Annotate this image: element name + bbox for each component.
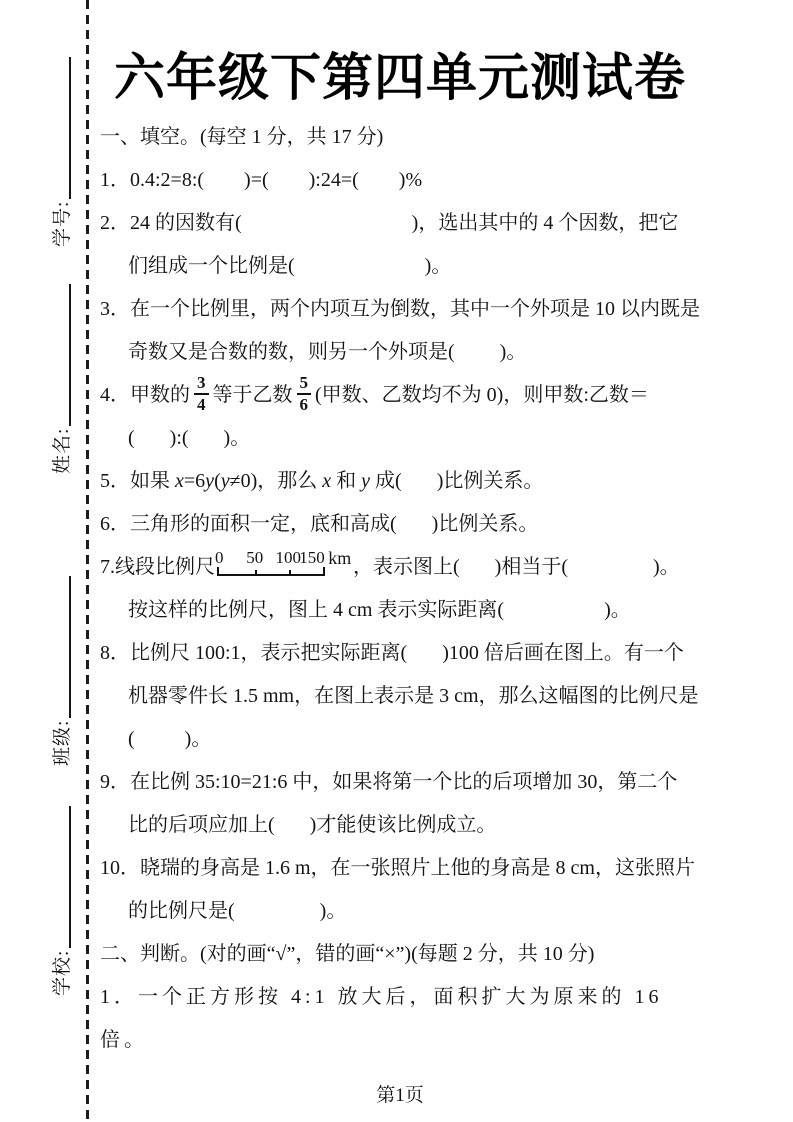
section-2-heading: 二、判断。(对的画“√”，错的画“×”)(每题 2 分，共 10 分) [100, 943, 595, 966]
scale-tick-label-150: 150 [299, 548, 325, 568]
question-1-8-line-1: 8．比例尺 100:1，表示把实际距离( )100 倍后画在图上。有一个 [100, 642, 684, 665]
scale-tick [289, 570, 291, 576]
q4-text-between-fractions: 等于乙数 [212, 384, 293, 406]
variable-y: y [220, 470, 230, 493]
q4-text-before-fraction-1: 4．甲数的 [100, 384, 190, 406]
fraction-denominator: 6 [299, 395, 308, 415]
scale-tick [255, 570, 257, 576]
sidebar-field-class [45, 576, 75, 766]
question-1-10-line-2: 的比例尺是( )。 [128, 900, 347, 923]
scale-unit-km: km [328, 548, 352, 569]
class-label: 班级: [51, 719, 73, 766]
school-label: 学校: [51, 949, 73, 996]
q5-text: 和 [331, 470, 362, 493]
fraction-numerator: 5 [297, 373, 312, 395]
question-1-8-line-2: 机器零件长 1.5 mm，在图上表示是 3 cm，那么这幅图的比例尺是 [128, 685, 699, 708]
fill-in-line [69, 57, 71, 199]
sidebar-field-name [45, 284, 75, 474]
q5-text: 5．如果 [100, 470, 175, 493]
question-1-3-line-1: 3．在一个比例里，两个内项互为倒数，其中一个外项是 10 以内既是 [100, 298, 700, 320]
question-1-10-line-1: 10．晓瑞的身高是 1.6 m，在一张照片上他的身高是 8 cm，这张照片 [100, 857, 695, 880]
question-1-4-line-1 [100, 374, 700, 417]
q7-text-after-scale: ，表示图上( )相当于( )。 [353, 556, 680, 579]
fraction-three-fourths [194, 373, 209, 415]
main-content [100, 0, 700, 1108]
variable-x: x [322, 470, 332, 493]
question-1-6: 6．三角形的面积一定，底和高成( )比例关系。 [100, 513, 539, 536]
variable-x: x [175, 470, 184, 493]
fraction-denominator: 4 [197, 395, 206, 415]
fill-in-line [69, 284, 71, 426]
question-1-9-line-1: 9．在比例 35:10=21:6 中，如果将第一个比的后项增加 30，第二个 [100, 771, 678, 794]
q5-text: =6 [183, 470, 206, 493]
fill-in-line [69, 576, 71, 718]
scale-tick-label-100: 100 [275, 548, 302, 568]
question-1-2-line-1: 2．24 的因数有( )，选出其中的 4 个因数，把它 [100, 212, 679, 234]
q4-text-after-fractions: (甲数、乙数均不为 0)，则甲数:乙数＝ [315, 384, 649, 406]
question-1-7-line-2: 按这样的比例尺，图上 4 cm 表示实际距离( )。 [128, 599, 631, 622]
fraction-numerator: 3 [194, 373, 209, 395]
question-2-1: 1．一个正方形按 4:1 放大后，面积扩大为原来的 16 倍。 [100, 986, 672, 1052]
q7-text-before-scale: 7.线段比例尺 [100, 556, 215, 579]
page-number: 第1页 [376, 1085, 424, 1107]
scale-tick-label-0: 0 [215, 548, 224, 568]
question-1-2-line-2: 们组成一个比例是( )。 [128, 255, 452, 277]
question-1-1: 1．0.4:2=8:( )=( ):24=( )% [100, 169, 423, 191]
question-1-8-line-3: ( )。 [128, 728, 212, 751]
scale-tick [323, 567, 325, 576]
q5-text: 成( )比例关系。 [370, 470, 544, 493]
question-1-5 [100, 460, 700, 503]
question-1-3-line-2: 奇数又是合数的数，则另一个外项是( )。 [128, 341, 527, 363]
scale-bar [215, 548, 352, 579]
variable-y: y [361, 470, 371, 493]
sidebar-field-school [45, 806, 75, 996]
page-title: 六年级下第四单元测试卷 [113, 49, 686, 106]
question-1-7-line-1 [100, 546, 700, 589]
seal-line-dashed [86, 0, 89, 1122]
sidebar-field-student-number [45, 57, 75, 247]
scale-bar-line [217, 574, 325, 576]
variable-y: y [205, 470, 215, 493]
question-1-4-line-2: ( ):( )。 [128, 427, 251, 450]
q5-text: ( [214, 470, 221, 493]
question-1-9-line-2: 比的后项应加上( )才能使该比例成立。 [128, 814, 497, 837]
scale-tick [217, 567, 219, 576]
name-label: 姓名: [51, 427, 73, 474]
fill-in-line [69, 806, 71, 948]
student-number-label: 学号: [51, 200, 73, 247]
q5-text: ≠0)，那么 [229, 470, 323, 493]
fraction-five-sixths [297, 373, 312, 415]
section-1-heading: 一、填空。(每空 1 分，共 17 分) [100, 126, 384, 148]
scale-tick-label-50: 50 [246, 548, 264, 568]
